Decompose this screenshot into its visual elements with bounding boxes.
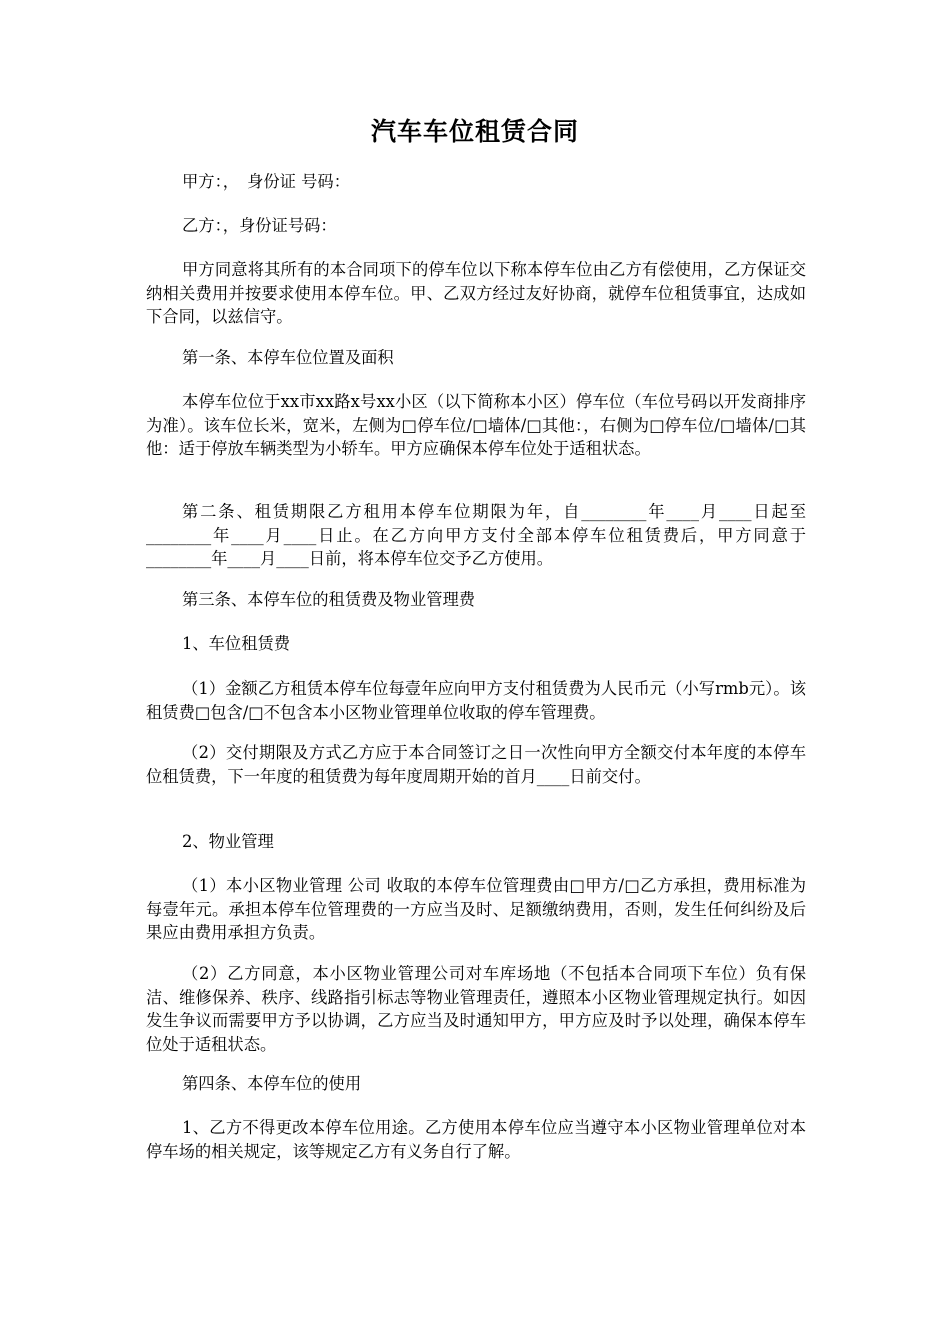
clause-1-1: （1）金额乙方租赁本停车位每壹年应向甲方支付租赁费为人民币元（小写rmb元）。该租赁费□包含/□不包含本小区物业管理单位收取的停车管理费。 [146,679,806,722]
article-4-heading: 第四条、本停车位的使用 [182,1074,362,1093]
section-1-heading: 1、车位租赁费 [182,634,291,653]
article-3-heading: 第三条、本停车位的租赁费及物业管理费 [182,590,476,609]
clause-2-1: （1）本小区物业管理 公司 收取的本停车位管理费由□甲方/□乙方承担，费用标准为每壹年元。承担本停车位管理费的一方应当及时、足额缴纳费用，否则，发生任何纠纷及后果应由费用承担方负责。 [146,876,806,942]
article-1-heading: 第一条、本停车位位置及面积 [182,348,394,367]
preamble-paragraph: 甲方同意将其所有的本合同项下的停车位以下称本停车位由乙方有偿使用，乙方保证交纳相关费用并按要求使用本停车位。甲、乙双方经过友好协商，就停车位租赁事宜，达成如下合同，以兹信守。 [146,260,806,326]
document-title: 汽车车位租赁合同 [370,117,579,146]
clause-2-2: （2）乙方同意，本小区物业管理公司对车库场地（不包括本合同项下车位）负有保洁、维修保养、秩序、线路指引标志等物业管理责任，遵照本小区物业管理规定执行。如因发生争议而需要甲方予以协调，乙方应当及时通知甲方，甲方应及时予以处理，确保本停车位处于适租状态。 [146,964,806,1054]
party-a-line: 甲方：， 身份证 号码： [182,172,350,191]
article-1-body: 本停车位位于xx市xx路x号xx小区（以下简称本小区）停车位（车位号码以开发商排序为准）。该车位长米，宽米，左侧为□停车位/□墙体/□其他：，右侧为□停车位/□墙体/□其他：适于停放车辆类型为小轿车。甲方应确保本停车位处于适租状态。 [146,392,806,458]
party-b-line: 乙方：，身份证号码： [182,216,337,235]
section-2-heading: 2、物业管理 [182,832,274,851]
article-4-clause-1: 1、乙方不得更改本停车位用途。乙方使用本停车位应当遵守本小区物业管理单位对本停车场的相关规定，该等规定乙方有义务自行了解。 [146,1118,806,1161]
clause-1-2: （2）交付期限及方式乙方应于本合同签订之日一次性向甲方全额交付本年度的本停车位租赁费，下一年度的租赁费为每年度周期开始的首月____日前交付。 [146,743,806,786]
article-2-paragraph: 第二条、租赁期限乙方租用本停车位期限为年，自________年____月____日起至________年____月____日止。在乙方向甲方支付全部本停车位租赁费后，甲方同意于________年____月____日前，将本停车位交予乙方使用。 [146,502,806,568]
